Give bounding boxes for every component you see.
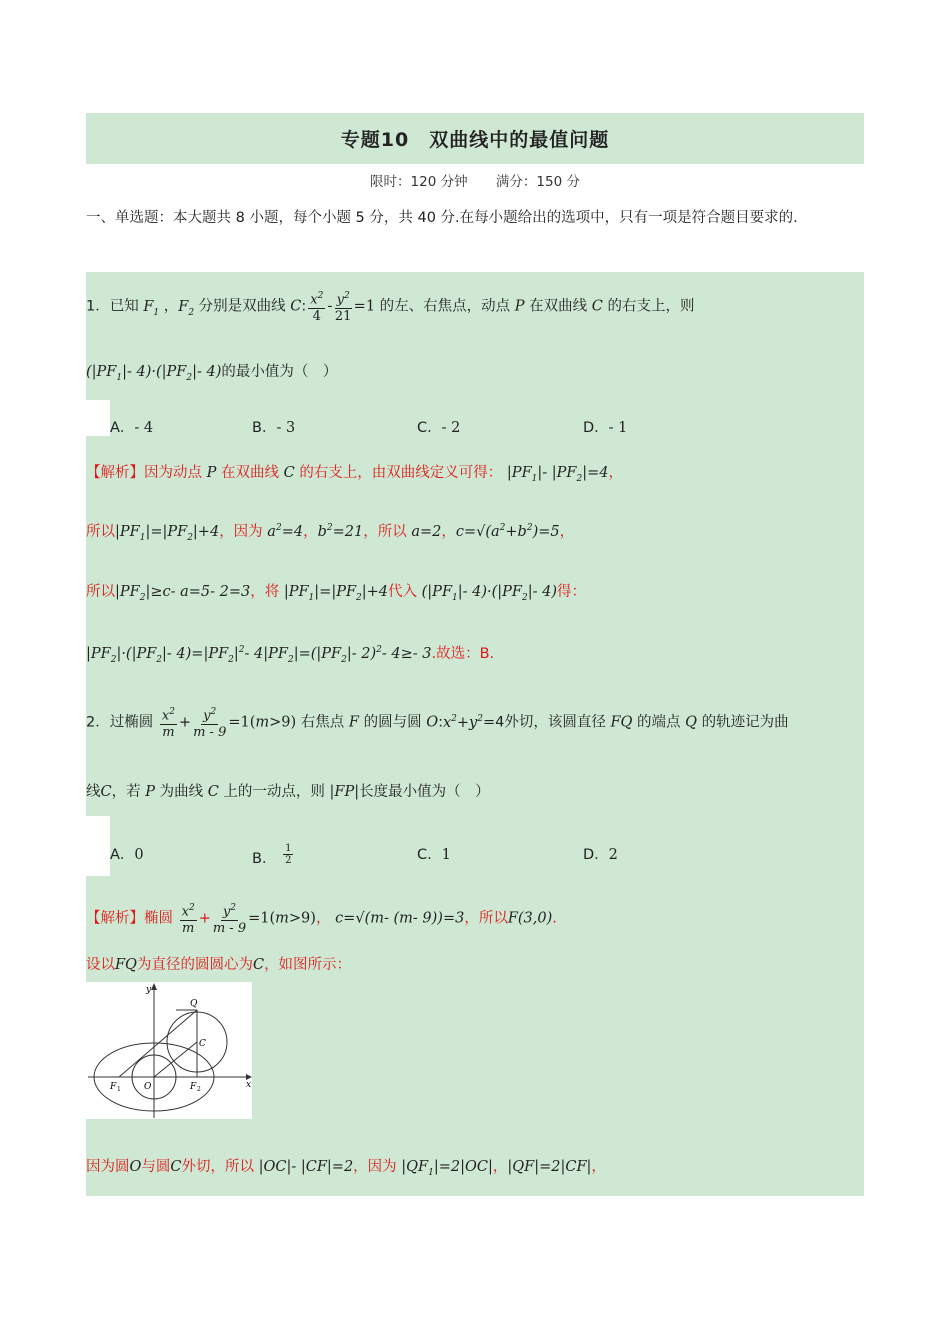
label-f1-sub: 1: [117, 1086, 121, 1093]
q2-option-b[interactable]: B． $\frac{1}{2}$: [252, 843, 292, 867]
q1-option-b[interactable]: B．- 3: [252, 420, 296, 436]
page-title: 专题10 双曲线中的最值问题: [86, 113, 864, 164]
q2-stem-line2: 线C，若 P 为曲线 C 上的一动点，则 |FP|长度最小值为（ ）: [86, 784, 490, 800]
option-marker-box: [86, 400, 110, 436]
q2-solution-line3: 因为圆O与圆C外切，所以 |OC|- |CF|=2，因为 $|QF_1|=2|OC|$，|QF|=2|CF|，: [86, 1159, 606, 1178]
full-score: 满分：150 分: [495, 174, 580, 190]
label-x: x: [246, 1080, 252, 1090]
q2-option-a[interactable]: A．0: [110, 847, 144, 863]
q2-option-c[interactable]: C．1: [417, 847, 451, 863]
segment-f1q: [119, 1010, 197, 1077]
option-marker-box: [86, 816, 110, 876]
label-y: y: [146, 985, 152, 995]
q2-option-d[interactable]: D．2: [583, 847, 618, 863]
q1-solution-line2: 所以$|PF_1|=|PF_2|+4$，因为 $a^2=4$，$b^2=21$，所以 a=2，$c=√(a^2+b^2)=5$，: [86, 523, 575, 543]
q1-stem-line1: 1．已知 $F_1$ ，$F_2$ 分别是双曲线 C: $\frac{x^2}{4}$ - $\frac{y^2}{21}$ =1 的左、右焦点，动点 P 在双曲线 C 的右支上，则: [86, 288, 694, 325]
q2-solution-line2: 设以FQ为直径的圆圆心为C，如图所示：: [86, 957, 352, 973]
q1-option-c[interactable]: C．- 2: [417, 420, 461, 436]
ellipse-circle-figure: [86, 982, 252, 1119]
time-limit: 限时：120 分钟: [370, 174, 468, 190]
section-intro: 一、单选题：本大题共 8 小题，每个小题 5 分，共 40 分.在每小题给出的选项中，只有一项是符合题目要求的.: [86, 210, 798, 226]
q1-solution-line1: 【解析】因为动点 P 在双曲线 C 的右支上，由双曲线定义可得： $|PF_1|-$ $|PF_2|=4$，: [86, 465, 623, 484]
label-f2-sub: 2: [197, 1086, 201, 1093]
label-c: C: [199, 1039, 206, 1049]
y-axis-arrow: [151, 983, 157, 990]
q1-stem-line2: ($|PF_1|-$ $4)\cdot(|PF_2|-$ 4)的最小值为（ ）: [86, 364, 338, 383]
label-q: Q: [190, 999, 198, 1009]
label-f2: F: [190, 1082, 197, 1092]
q1-option-d[interactable]: D．- 1: [583, 420, 628, 436]
q2-solution-line1: 【解析】椭圆 $\frac{x^2}{m}$ + $\frac{y^2}{m - 9}$ =1(m>9)， c=√(m- (m- 9))=3，所以F(3,0).: [86, 900, 557, 937]
q2-stem-line1: 2．过椭圆 $\frac{x^2}{m}$ + $\frac{y^2}{m - 9}$ =1(m>9) 右焦点 F 的圆与圆 $O:x^2+y^2=4$外切，该圆直径 FQ 的端点 Q 的轨迹记为曲: [86, 704, 789, 741]
label-f1: F: [110, 1082, 117, 1092]
q1-solution-line3: 所以$|PF_2|\ge c-$ a=5- 2=3，将 $|PF_1|=|PF_2|+4$代入 ($|PF_1|-$ $4)\cdot(|PF_2|-$ 4)得：: [86, 584, 586, 603]
label-o: O: [144, 1082, 152, 1092]
q1-option-a[interactable]: A．- 4: [110, 420, 154, 436]
exam-info: [86, 170, 864, 190]
q1-solution-line4: $|PF_2|\cdot(|PF_2|-$ $4)=|PF_2|^2-$ $4|PF_2|=(|PF_2|-$ 2)$^2$- 4≥- 3.故选：B.: [86, 645, 495, 665]
figure-svg: [86, 982, 252, 1119]
